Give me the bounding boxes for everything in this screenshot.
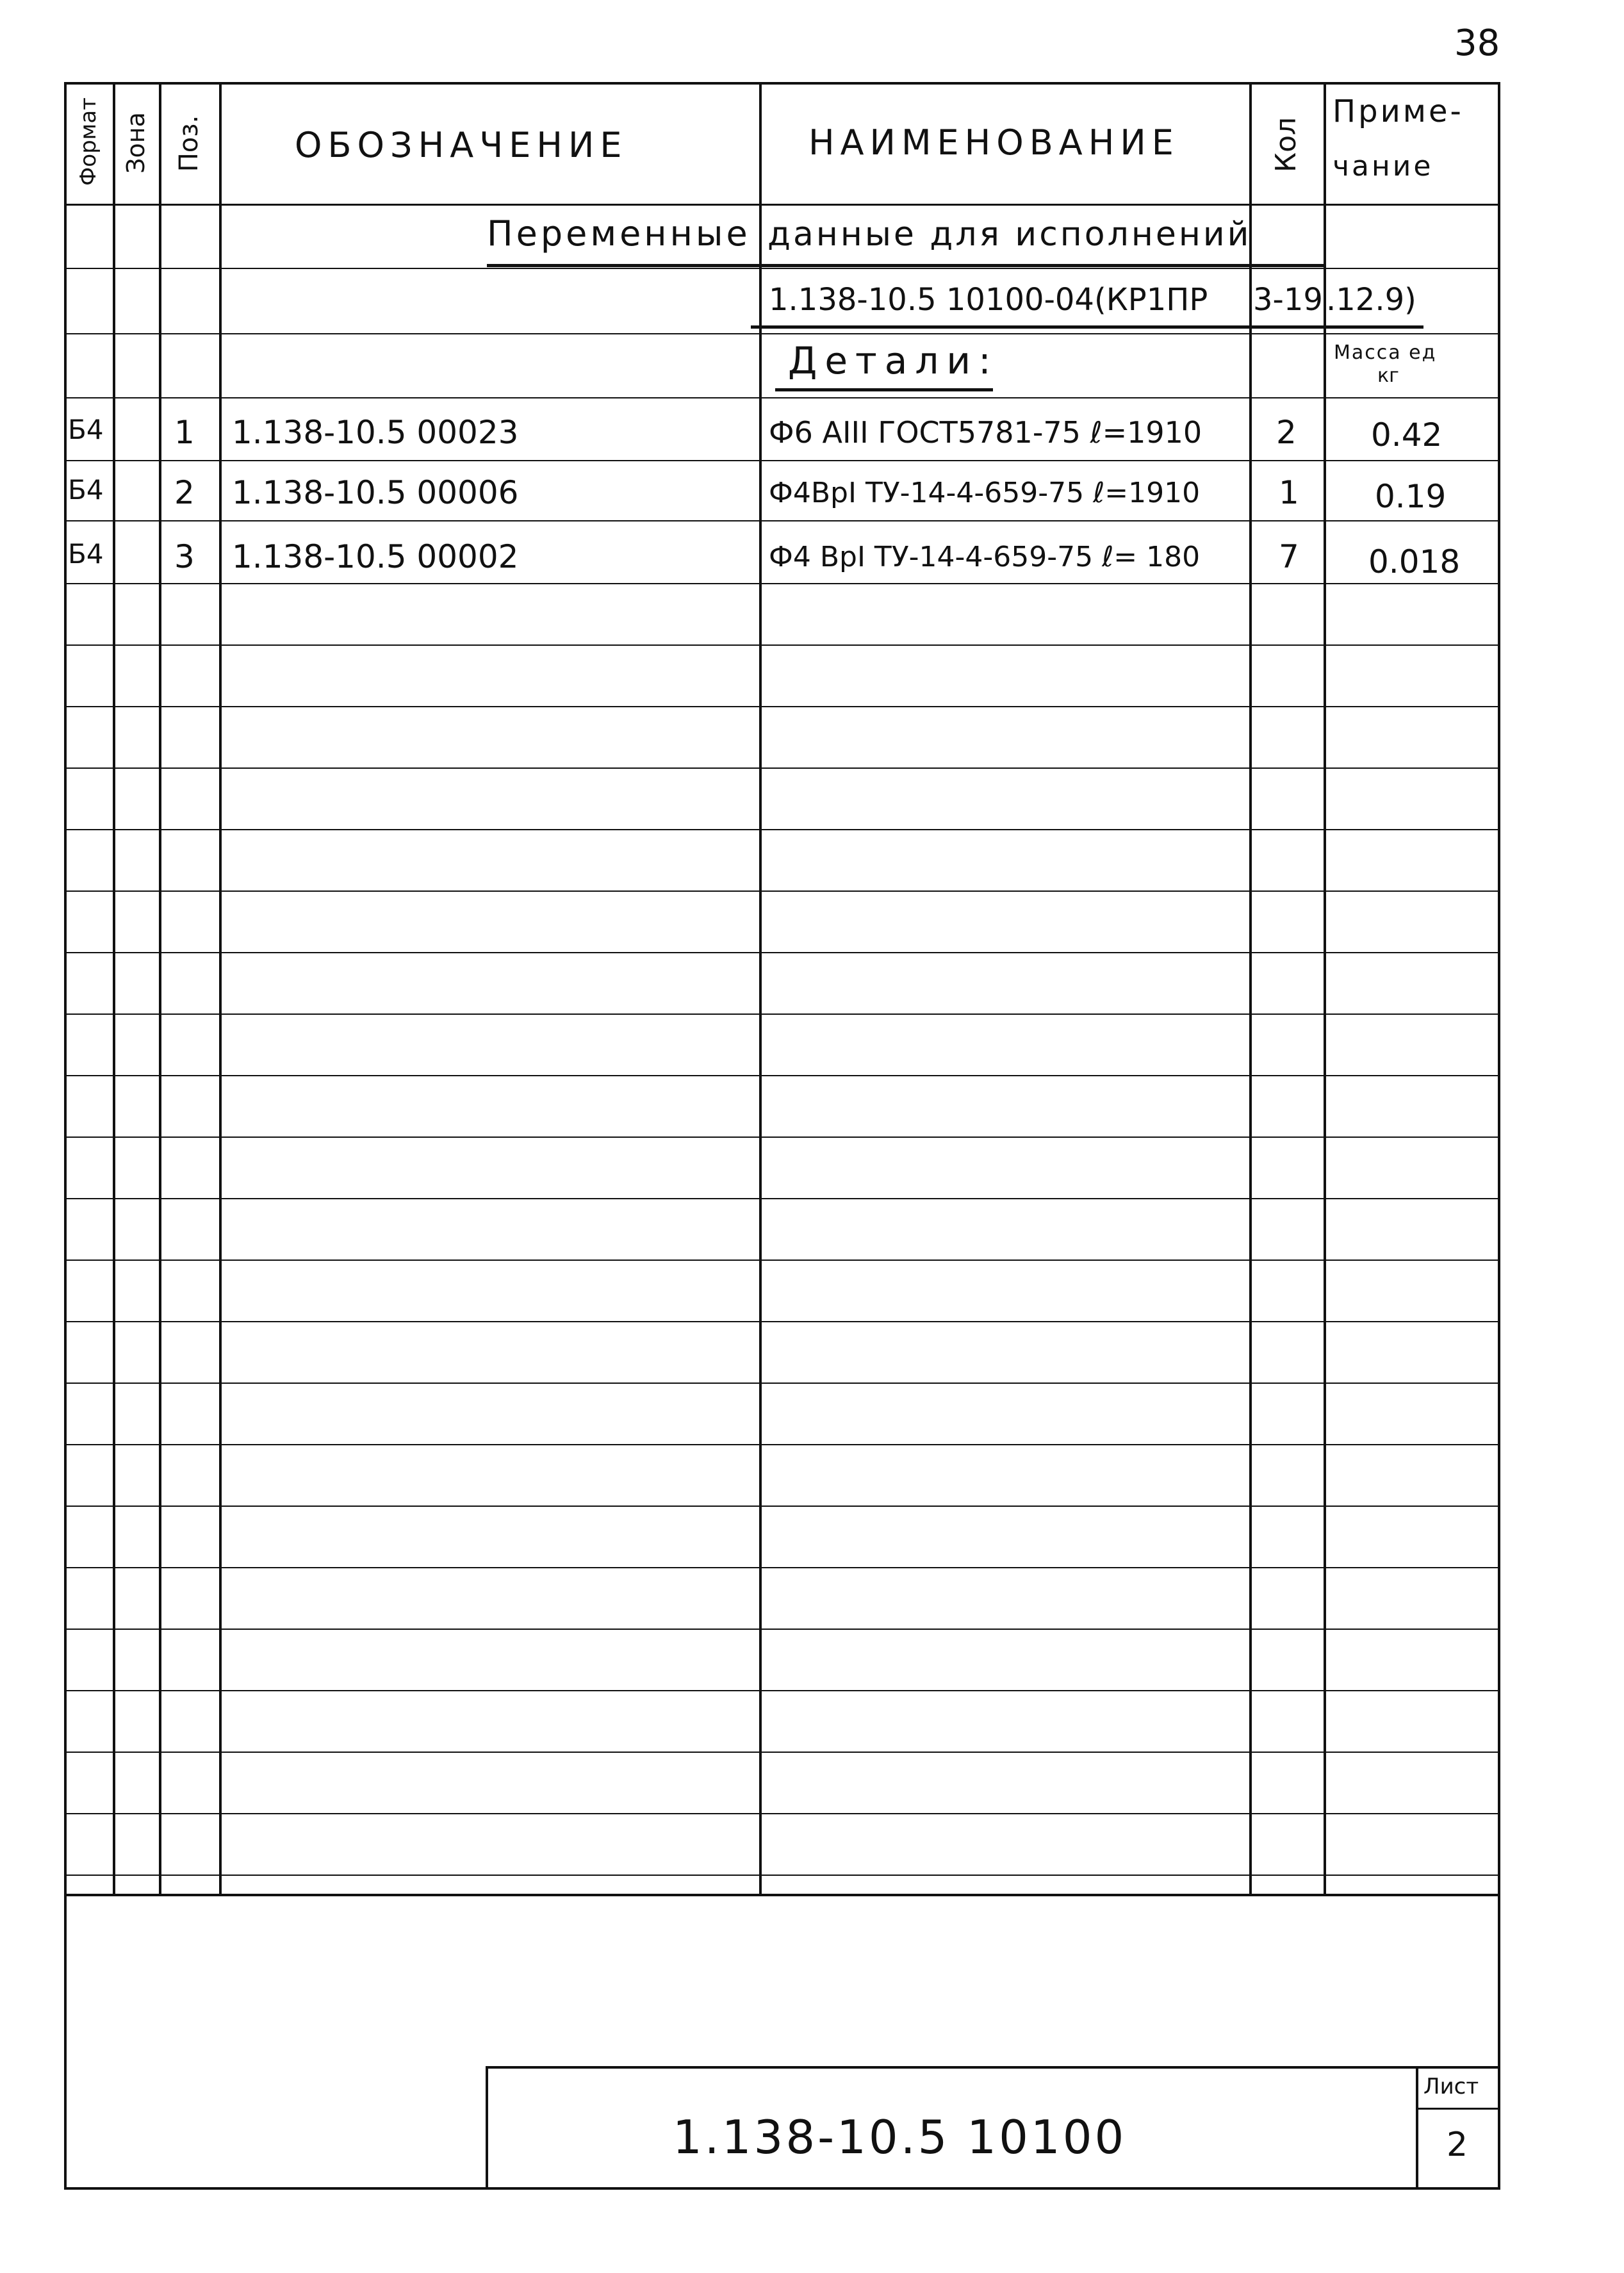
- table-row-line: [64, 520, 1500, 521]
- col-line-pos-designation: [219, 82, 222, 1895]
- section-title-left: Переменные: [487, 213, 751, 254]
- sheet-label: Лист: [1423, 2074, 1479, 2099]
- col-line-zone-pos: [159, 82, 161, 1895]
- table-row-line: [64, 1875, 1500, 1876]
- table-row-line: [64, 333, 1500, 334]
- document-code: 1.138-10.5 10100: [673, 2110, 1127, 2164]
- sheet-number: 2: [1447, 2126, 1468, 2164]
- col-line-designation-name: [759, 82, 762, 1895]
- header-note-line2: чание: [1333, 150, 1434, 183]
- table-row-line: [64, 1444, 1500, 1445]
- mass-label-line2: кг: [1377, 365, 1399, 387]
- table-row-line: [64, 1629, 1500, 1630]
- table-row-line: [64, 1813, 1500, 1814]
- col-line-qty-note: [1324, 82, 1326, 1895]
- page-number: 38: [1454, 22, 1500, 64]
- row3-name: Ф4 ВрI ТУ-14-4-659-75 ℓ= 180: [769, 541, 1201, 573]
- table-row-line: [64, 583, 1500, 584]
- row1-name: Ф6 АIII ГОСТ5781-75 ℓ=1910: [769, 415, 1202, 450]
- table-row-line: [64, 1136, 1500, 1138]
- row3-qty: 7: [1279, 538, 1299, 575]
- row1-qty: 2: [1276, 414, 1297, 451]
- variant-code-qty-part: 3-19: [1253, 282, 1323, 318]
- details-subtitle: Детали:: [788, 339, 999, 382]
- table-row-line: [64, 1260, 1500, 1261]
- header-name: НАИМЕНОВАНИЕ: [808, 122, 1179, 163]
- section-title-right: данные для исполнений: [767, 215, 1252, 254]
- col-line-name-qty: [1249, 82, 1252, 1895]
- header-bottom-line: [64, 204, 1500, 206]
- row2-pos: 2: [174, 474, 195, 511]
- table-row-line: [64, 644, 1500, 646]
- table-row-line: [64, 1383, 1500, 1384]
- header-zone: Зона: [122, 112, 150, 174]
- row3-designation: 1.138-10.5 00002: [232, 538, 519, 575]
- variant-code-note-part: .12.9): [1326, 282, 1416, 318]
- col-line-format-zone: [113, 82, 115, 1895]
- row2-name: Ф4ВрI ТУ-14-4-659-75 ℓ=1910: [769, 477, 1201, 509]
- row2-note: 0.19: [1375, 478, 1447, 515]
- table-row-line: [64, 1198, 1500, 1199]
- header-note-line1: Приме-: [1333, 94, 1464, 129]
- title-block-sheet-divider: [1416, 2066, 1418, 2190]
- variant-code: 1.138-10.5 10100-04(КР1ПР: [769, 282, 1208, 318]
- table-row-line: [64, 829, 1500, 830]
- variant-underline: [751, 325, 1423, 329]
- table-row-line: [64, 1075, 1500, 1076]
- table-row-line: [64, 1690, 1500, 1691]
- row2-qty: 1: [1279, 474, 1299, 511]
- header-qty: Кол: [1270, 117, 1302, 173]
- header-pos: Поз.: [174, 115, 204, 172]
- row1-pos: 1: [174, 414, 195, 451]
- row3-format: Б4: [68, 538, 104, 570]
- row3-pos: 3: [174, 538, 195, 575]
- table-row-line: [64, 460, 1500, 461]
- row1-format: Б4: [68, 414, 104, 445]
- row2-format: Б4: [68, 474, 104, 505]
- table-bottom-line: [64, 1894, 1500, 1896]
- header-format: Формат: [76, 97, 101, 186]
- row2-designation: 1.138-10.5 00006: [232, 474, 519, 511]
- table-row-line: [64, 268, 1500, 269]
- mass-label-line1: Масса ед: [1334, 341, 1437, 364]
- table-row-line: [64, 706, 1500, 707]
- table-row-line: [64, 767, 1500, 769]
- table-row-line: [64, 952, 1500, 953]
- details-underline: [775, 388, 993, 391]
- table-row-line: [64, 1013, 1500, 1015]
- row1-designation: 1.138-10.5 00023: [232, 414, 519, 451]
- table-row-line: [64, 1752, 1500, 1753]
- title-block-sheet-line: [1416, 2108, 1500, 2110]
- table-row-line: [64, 890, 1500, 892]
- table-row-line: [64, 1321, 1500, 1322]
- section-title-underline: [487, 264, 1325, 267]
- table-row-line: [64, 1567, 1500, 1568]
- table-row-line: [64, 1506, 1500, 1507]
- table-row-line: [64, 397, 1500, 398]
- row3-note: 0.018: [1368, 543, 1461, 580]
- header-designation: ОБОЗНАЧЕНИЕ: [295, 125, 628, 165]
- row1-note: 0.42: [1371, 416, 1443, 454]
